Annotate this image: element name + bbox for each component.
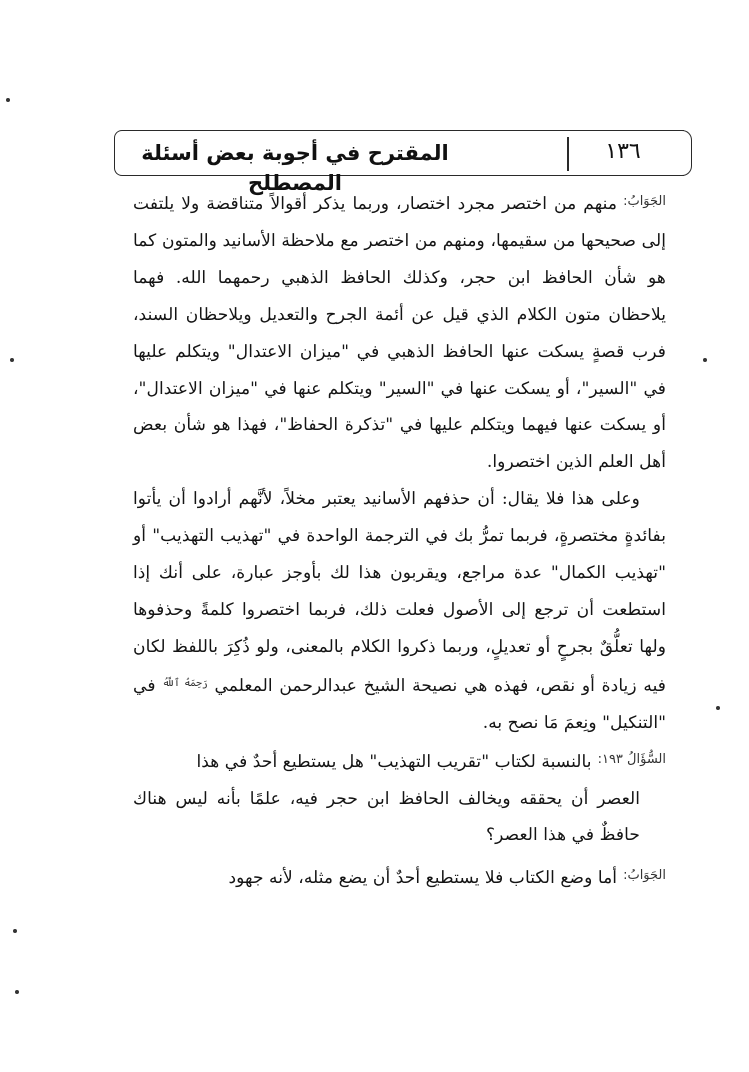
question-continuation: العصر أن يحققه ويخالف الحافظ ابن حجر فيه، علمًا بأنه ليس هناك حافظٌ في هذا العصر؟ <box>133 788 640 846</box>
scan-mark <box>6 98 10 102</box>
answer-paragraph <box>133 858 666 897</box>
scan-mark <box>716 706 720 710</box>
answer-paragraph <box>133 184 666 481</box>
scan-mark <box>10 358 14 362</box>
question-label: السُّؤَالُ ١٩٣: <box>597 751 666 767</box>
scan-mark <box>15 990 19 994</box>
honorific: رَحِمَهُ ٱللَّهُ <box>162 677 208 689</box>
header-divider <box>567 137 569 171</box>
paragraph <box>133 481 666 741</box>
running-header-title: المقترح في أجوبة بعض أسئلة المصطلح <box>141 141 449 195</box>
question-text: بالنسبة لكتاب "تقريب التهذيب" هل يستطيع أحدٌ في هذا <box>196 751 592 772</box>
paragraph-text: وعلى هذا فلا يقال: أن حذفهم الأسانيد يعتبر مخلاً، لأنَّهم أرادوا أن يأتوا بفائدةٍ مختصرةٍ، فربما تمرُّ بك في الترجمة الواحدة في "تهذيب التهذيب" أو "تهذيب الكمال" عدة مراجع، ويقربون هذا لك بأوجز عبارة، على أنك إذا استطعت أن ترجع إلى الأصول فعلت ذلك، فربما اختصروا كلمةً وحذفوها ولها تعلُّقٌ بجرحٍ أو تعديلٍ، وربما ذكروا الكلام بالمعنى، ولو ذُكِرَ باللفظ لكان فيه زيادة أو نقص، فهذه هي نصيحة الشيخ عبدالرحمن المعلمي <box>133 489 666 696</box>
scan-mark <box>13 929 17 933</box>
paragraph-text-end: في "التنكيل" ونِعمَ مَا نصح به. <box>133 675 666 733</box>
answer-label: الجَوَابُ: <box>623 868 666 884</box>
page-number: ١٣٦ <box>605 139 641 164</box>
answer-text: منهم من اختصر مجرد اختصار، وربما يذكر أقوالاً متناقضة ولا يلتفت إلى صحيحها من سقيمها، ومنهم من اختصر مع ملاحظة الأسانيد والمتون كما هو شأن الحافظ ابن حجر، وكذلك الحافظ الذهبي رحمهما الله. فهما يلاحظان متون الكلام الذي قيل عن أئمة الجرح والتعديل ويلاحظان السند، فرب قصةٍ يسكت عنها الحافظ الذهبي في "ميزان الاعتدال" ويتكلم عليها في "السير"، أو يسكت عنها في "السير" ويتكلم عنها في "ميزان الاعتدال"، أو يسكت عنها فيهما ويتكلم عليها في "تذكرة الحفاظ"، فهذا هو شأن بعض أهل العلم الذين اختصروا. <box>133 194 666 473</box>
answer-text: أما وضع الكتاب فلا يستطيع أحدٌ أن يضع مثله، لأنه جهود <box>228 868 618 889</box>
question-first-line <box>133 742 666 781</box>
answer-label: الجَوَابُ: <box>623 194 666 209</box>
body-text <box>133 184 666 897</box>
scan-mark <box>703 358 707 362</box>
